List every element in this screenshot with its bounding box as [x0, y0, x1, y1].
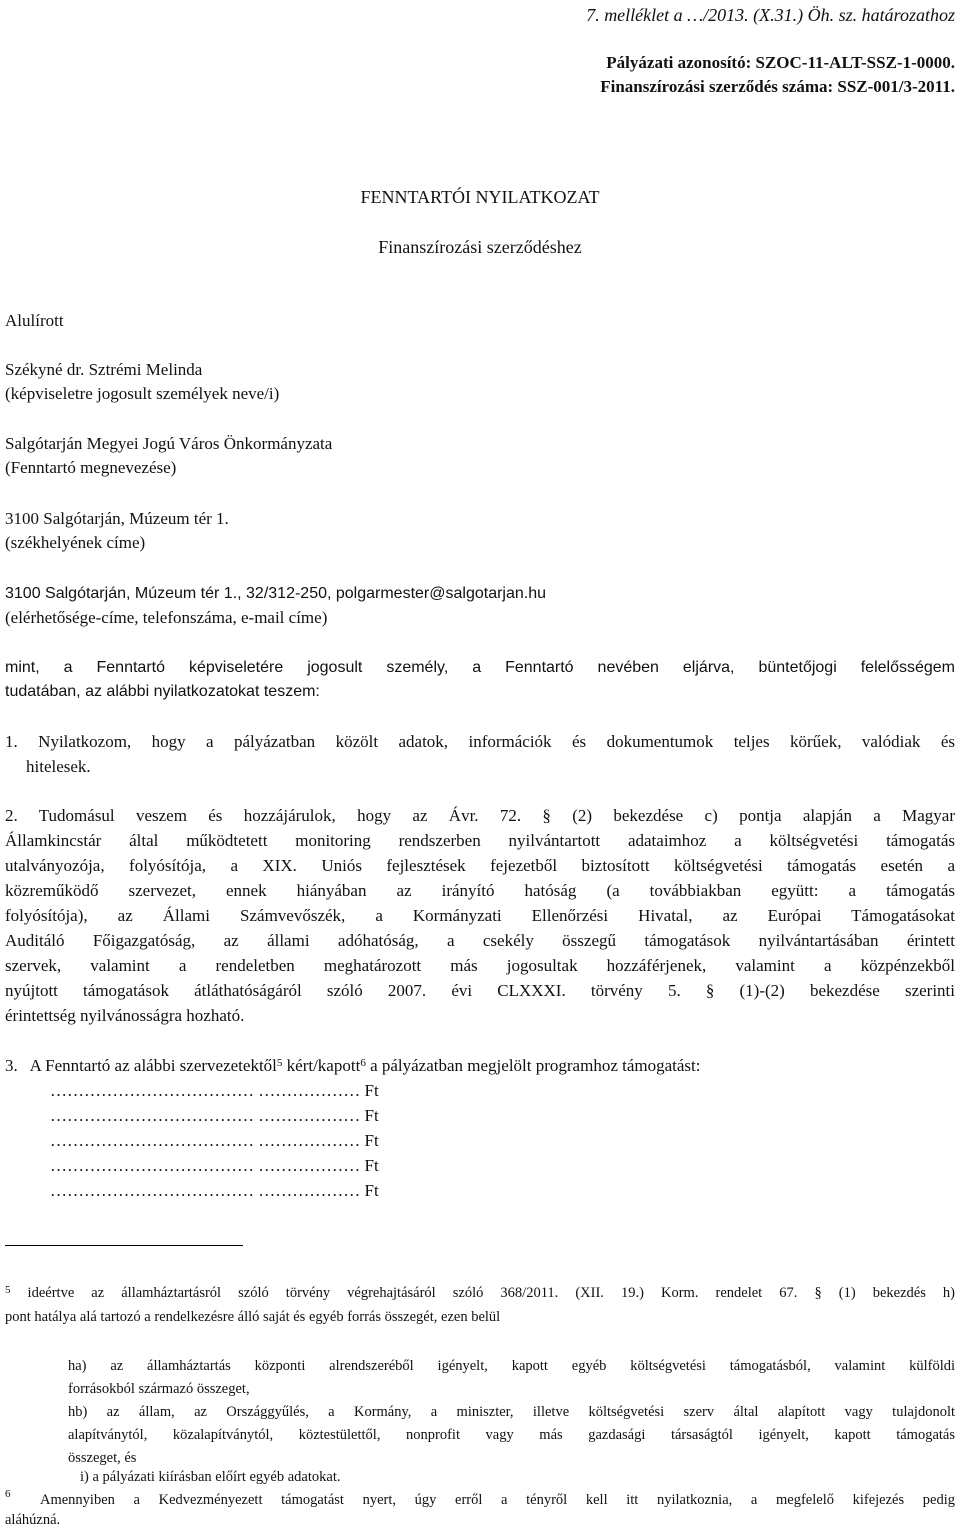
contact-details: 3100 Salgótarján, Múzeum tér 1., 32/312-250, polgarmester@salgotarjan.hu — [5, 585, 547, 602]
intro-line-2: tudatában, az alábbi nyilatkozatokat teszem: — [5, 683, 320, 700]
statement-2-line-1: 2. Tudomásul veszem és hozzájárulok, hogy az Ávr. 72. § (2) bekezdése c) pontja alapján a Magyar — [5, 806, 955, 825]
footnote-5-line-2: pont hatálya alá tartozó a rendelkezésre álló saját és egyéb forrás összegét, ezen belül — [5, 1309, 501, 1325]
contact-details-caption: (elérhetősége-címe, telefonszáma, e-mail címe) — [5, 608, 328, 627]
footnote-6-line-1: Amennyiben a Kedvezményezett támogatást nyert, úgy erről a tényről kell itt nyilatkoznia, a megfelelő kifejezés pedig — [40, 1492, 955, 1508]
maintainer-name-caption: (Fenntartó megnevezése) — [5, 458, 177, 477]
footnote-5-hb-line-1: hb) az állam, az Országgyűlés, a Kormány, a miniszter, illetve költségvetési szerv által alapított vagy tulajdonolt — [68, 1404, 955, 1420]
footnote-5-hb-line-2: alapítványtól, közalapítványtól, köztestülettől, nonprofit vagy más gazdasági társaságtól igényelt, kapott támogatás — [68, 1427, 955, 1443]
blank-row: ……………………………… ……………… Ft — [50, 1156, 379, 1175]
footnote-6-line-2: aláhúzná. — [5, 1512, 61, 1528]
statement-2-line-2: Államkincstár által működtetett monitoring rendszerben nyilvántartott adataimhoz a költségvetési támogatás — [5, 831, 955, 850]
statement-2-line-3: utalványozója, folyósítója, a XIX. Uniós fejlesztések fejezetből biztosított költségvetési támogatás esetén a — [5, 856, 955, 875]
alulirott-label: Alulírott — [5, 311, 64, 330]
footnote-6-mark: 6 — [5, 1488, 11, 1500]
footnote-ref-5: 5 — [276, 1057, 283, 1069]
maintainer-name: Salgótarján Megyei Jogú Város Önkormányzata — [5, 434, 333, 453]
blank-row: ……………………………… ……………… Ft — [50, 1131, 379, 1150]
footnote-ref-6: 6 — [360, 1057, 366, 1069]
statement-3-number: 3. — [5, 1056, 18, 1075]
application-id: Pályázati azonosító: SZOC-11-ALT-SSZ-1-0000. — [606, 53, 955, 72]
footnote-5-line-1 — [5, 1283, 955, 1303]
blank-row: ……………………………… ……………… Ft — [50, 1181, 379, 1200]
statement-3-text-c: a pályázatban megjelölt programhoz támogatást: — [365, 1056, 701, 1075]
footnote-5-hb-line-3: összeget, és — [68, 1450, 137, 1466]
statement-2-line-4: közreműködő szervezet, ennek hiányában az irányító hatóság (a továbbiakban együtt: a támogatás — [5, 881, 955, 900]
seat-address: 3100 Salgótarján, Múzeum tér 1. — [5, 509, 229, 528]
statement-2-line-7: szervek, valamint a rendeletben meghatározott más jogosultak hozzáférjenek, valamint a közpénzekből — [5, 956, 955, 975]
statement-1-line-1: 1. Nyilatkozom, hogy a pályázatban közölt adatok, információk és dokumentumok teljes körűek, valódiak és — [5, 732, 955, 751]
statement-1-line-2: hitelesek. — [26, 757, 91, 776]
statement-2-line-5: folyósítója), az Állami Számvevőszék, a Kormányzati Ellenőrzési Hivatal, az Európai Támogatásokat — [5, 906, 955, 925]
statement-3-text-b: kért/kapott — [282, 1056, 361, 1075]
footnote-separator — [5, 1245, 243, 1246]
contract-number: Finanszírozási szerződés száma: SSZ-001/3-2011. — [600, 77, 955, 96]
intro-line-1: mint, a Fenntartó képviseletére jogosult személy, a Fenntartó nevében eljárva, büntetőjogi felelősségem — [5, 659, 955, 676]
statement-3-text-a: A Fenntartó az alábbi szervezetektől — [29, 1056, 277, 1075]
statement-2-line-8: nyújtott támogatások átláthatóságáról szóló 2007. évi CLXXXI. törvény 5. § (1)-(2) bekezdése szerinti — [5, 981, 955, 1000]
footnote-5-i: i) a pályázati kiírásban előírt egyéb adatokat. — [80, 1469, 341, 1485]
annex-reference: 7. melléklet a …/2013. (X.31.) Öh. sz. határozathoz — [586, 5, 955, 25]
footnote-5-ha-line-1: ha) az államháztartás központi alrendszeréből igényelt, kapott egyéb költségvetési támogatásból, valamint külföldi — [68, 1358, 955, 1374]
representative-name-caption: (képviseletre jogosult személyek neve/i) — [5, 384, 280, 403]
footnote-5-ha-line-2: forrásokból származó összeget, — [68, 1381, 250, 1397]
statement-2-line-6: Auditáló Főigazgatóság, az állami adóhatóság, a csekély összegű támogatások nyilvántartásában érintett — [5, 931, 955, 950]
representative-name: Székyné dr. Sztrémi Melinda — [5, 360, 203, 379]
statement-2-line-9: érintettség nyilvánosságra hozható. — [5, 1006, 245, 1025]
document-subtitle: Finanszírozási szerződéshez — [378, 237, 582, 257]
footnote-5-mark: 5 — [5, 1284, 11, 1296]
statement-3 — [5, 1054, 955, 1078]
blank-row: ……………………………… ……………… Ft — [50, 1081, 379, 1100]
seat-address-caption: (székhelyének címe) — [5, 533, 146, 552]
blank-row: ……………………………… ……………… Ft — [50, 1106, 379, 1125]
document-title: FENNTARTÓI NYILATKOZAT — [360, 187, 600, 207]
footnote-5-text: ideértve az államháztartásról szóló törvény végrehajtásáról szóló 368/2011. (XII. 19.) Korm. rendelet 67. § (1) bekezdés h) — [10, 1285, 955, 1301]
